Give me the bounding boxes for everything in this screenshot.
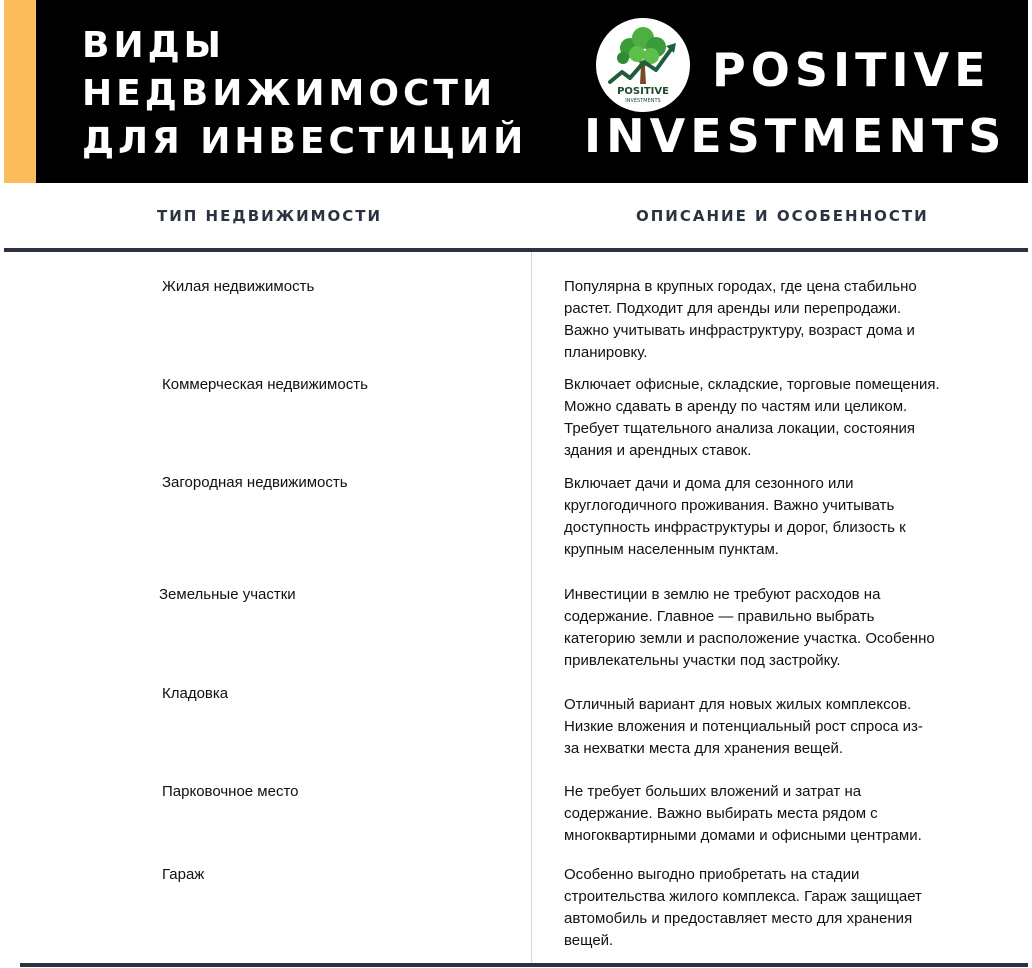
page-title	[82, 22, 527, 166]
desc-line: планировку.	[564, 344, 648, 361]
accent-bar	[4, 0, 36, 183]
row-type-country: Загородная недвижимость	[162, 474, 348, 491]
desc-line: содержание. Важно выбирать места рядом с	[564, 805, 878, 822]
desc-line: Инвестиции в землю не требуют расходов на	[564, 586, 881, 603]
desc-line: Можно сдавать в аренду по частям или целиком.	[564, 398, 908, 415]
desc-line: вещей.	[564, 932, 614, 949]
brand-name-line-1: POSITIVE	[712, 43, 991, 97]
row-desc-country	[564, 473, 994, 561]
row-desc-commercial	[564, 374, 994, 462]
title-line-3: ДЛЯ ИНВЕСТИЦИЙ	[82, 121, 528, 162]
desc-line: Отличный вариант для новых жилых комплексов.	[564, 696, 912, 713]
row-type-garage: Гараж	[162, 866, 205, 883]
header-divider	[4, 248, 1028, 252]
desc-line: за нехватки места для хранения вещей.	[564, 740, 844, 757]
desc-line: Важно учитывать инфраструктуру, возраст дома и	[564, 322, 915, 339]
desc-line: автомобиль и предоставляет место для хранения	[564, 910, 913, 927]
row-type-land: Земельные участки	[159, 586, 296, 603]
row-desc-residential	[564, 276, 994, 364]
desc-line: Включает дачи и дома для сезонного или	[564, 475, 854, 492]
row-desc-parking	[564, 781, 994, 847]
column-header-description: ОПИСАНИЕ И ОСОБЕННОСТИ	[636, 207, 929, 225]
desc-line: Особенно выгодно приобретать на стадии	[564, 866, 860, 883]
column-header-type: ТИП НЕДВИЖИМОСТИ	[157, 207, 383, 225]
desc-line: Включает офисные, складские, торговые помещения.	[564, 376, 940, 393]
desc-line: доступность инфраструктуры и дорог, близость к	[564, 519, 906, 536]
row-type-commercial: Коммерческая недвижимость	[162, 376, 368, 393]
desc-line: Требует тщательного анализа локации, состояния	[564, 420, 916, 437]
desc-line: круглогодичного проживания. Важно учитывать	[564, 497, 895, 514]
row-desc-land	[564, 584, 994, 672]
desc-line: здания и арендных ставок.	[564, 442, 752, 459]
title-line-2: НЕДВИЖИМОСТИ	[82, 73, 497, 114]
desc-line: крупным населенным пунктам.	[564, 541, 779, 558]
desc-line: категорию земли и расположение участка. Особенно	[564, 630, 935, 647]
row-type-storage: Кладовка	[162, 685, 229, 702]
row-type-parking: Парковочное место	[162, 783, 299, 800]
row-type-residential: Жилая недвижимость	[162, 278, 315, 295]
desc-line: Низкие вложения и потенциальный рост спроса из-	[564, 718, 923, 735]
desc-line: содержание. Главное — правильно выбрать	[564, 608, 875, 625]
logo-tree-icon	[596, 18, 690, 112]
desc-line: многоквартирными домами и офисными центрами.	[564, 827, 922, 844]
logo-text-bottom: INVESTMENTS	[625, 98, 661, 104]
footer-divider	[20, 963, 1028, 967]
desc-line: привлекательны участки под застройку.	[564, 652, 841, 669]
desc-line: Популярна в крупных городах, где цена стабильно	[564, 278, 917, 295]
desc-line: строительства жилого комплекса. Гараж защищает	[564, 888, 922, 905]
column-divider	[531, 252, 532, 963]
desc-line: Не требует больших вложений и затрат на	[564, 783, 862, 800]
desc-line: растет. Подходит для аренды или перепродажи.	[564, 300, 902, 317]
row-desc-garage	[564, 864, 994, 952]
logo-text-top: POSITIVE	[617, 86, 669, 97]
brand-name-line-2: INVESTMENTS	[584, 109, 1007, 163]
title-line-1: ВИДЫ	[82, 25, 225, 66]
row-desc-storage	[564, 694, 994, 760]
